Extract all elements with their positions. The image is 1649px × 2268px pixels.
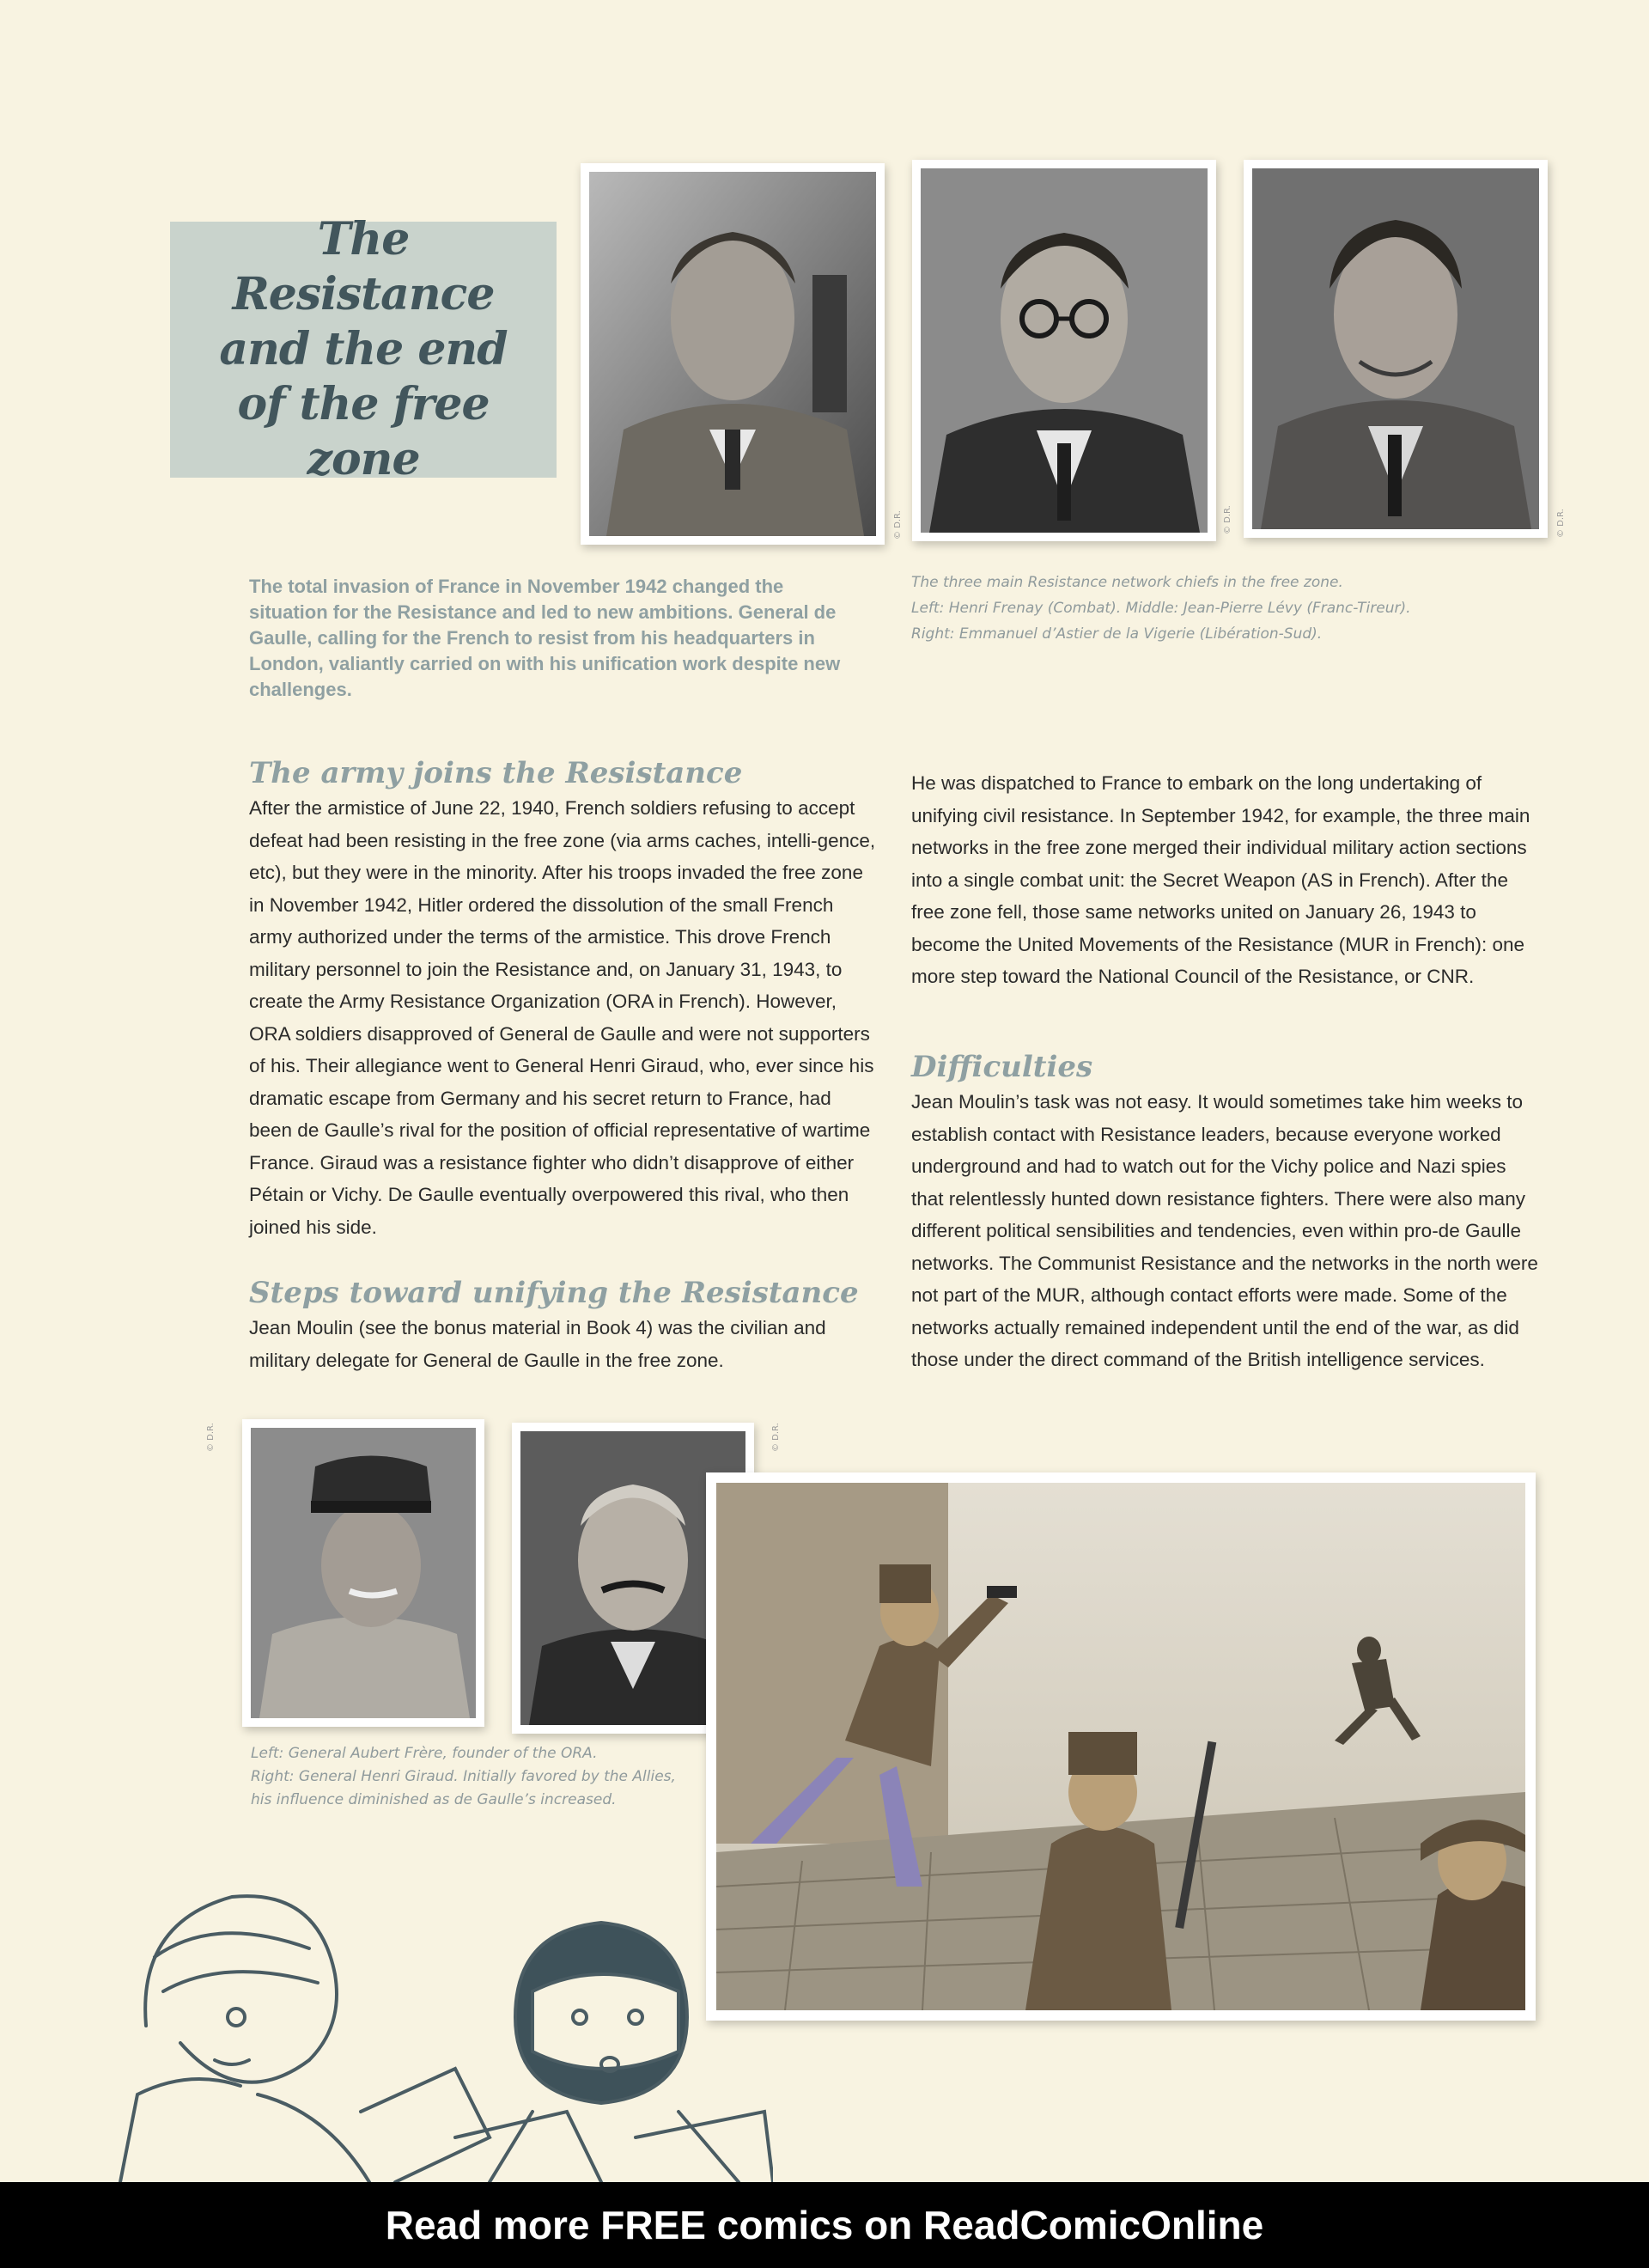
photo-credit: © D.R. [1556,509,1566,538]
section-steps-continued [911,767,1538,993]
section-text: After the armistice of June 22, 1940, French soldiers refusing to accept defeat had been resisting in the free zone (via arms caches, intelli-gence, etc), but they were in the minority. After his troops invaded the free zone in November 1942, Hitler ordered the dissolution of the small French army authorized under the terms of the armistice. This drove French military personnel to join the Resistance and, on January 31, 1943, to create the Army Resistance Organization (ORA in French). However, ORA soldiers disapproved of General de Gaulle and were not supporters of his. Their allegiance went to General Henri Giraud, who, ever since his dramatic escape from Germany and his secret return to France, had been de Gaulle’s rival for the position of official representative of wartime France. Giraud was a resistance fighter who didn’t disapprove of either Pétain or Vichy. De Gaulle eventually overpowered this rival, who then joined his side. [249,797,876,1238]
section-text: He was dispatched to France to embark on the long undertaking of unifying civil resistance. In September 1942, for example, the three main networks in the free zone merged their individual military action sections into a single combat unit: the Secret Weapon (AS in French). After the free zone fell, those same networks united on January 26, 1943 to become the United Movements of the Resistance (MUR in French): one more step toward the National Council of the Resistance, or CNR. [911,772,1530,987]
photo-emmanuel-d-astier [1244,160,1548,538]
section-text: Jean Moulin (see the bonus material in Book 4) was the civilian and military delegate for General de Gaulle in the free zone. [249,1317,826,1371]
caption-line: Left: Henri Frenay (Combat). Middle: Jean-Pierre Lévy (Franc-Tireur). [911,600,1411,617]
section-army [249,756,876,1243]
caption-line: Right: General Henri Giraud. Initially favored by the Allies, [251,1768,676,1785]
section-title: Steps toward unifying the Resistance [249,1276,859,1310]
read-more-banner[interactable] [0,2182,1649,2268]
photo-henri-frenay [581,163,885,545]
section-text: Jean Moulin’s task was not easy. It would sometimes take him weeks to establish contact with Resistance leaders, because everyone worked underground and had to watch out for the Vichy police and Nazi spies that relentlessly hunted down resistance fighters. There were also many different political sensibilities and tendencies, even within pro-de Gaulle networks. The Communist Resistance and the networks in the north were not part of the MUR, although contact efforts were made. Some of the networks actually remained independent until the end of the war, as did those under the direct command of the British intelligence services. [911,1091,1538,1370]
caption-line: The three main Resistance network chiefs in the free zone. [911,574,1343,591]
caption-line: his influence diminished as de Gaulle’s increased. [251,1791,617,1808]
photo-aubert-frere [242,1419,484,1727]
photo-credit: © D.R. [771,1423,781,1452]
section-title: Difficulties [911,1050,1093,1084]
comic-illustration-soldiers [706,1472,1536,2021]
photo-jean-pierre-levy [912,160,1216,541]
photo-credit: © D.R. [893,510,903,540]
bottom-photo-caption [251,1742,732,1812]
photo-credit: © D.R. [206,1423,216,1452]
caption-line: Left: General Aubert Frère, founder of the ORA. [251,1745,598,1762]
page-title: The Resistance and the end of the free zone [219,213,508,485]
intro-paragraph: The total invasion of France in November 1942 changed the situation for the Resistance and led to new ambitions. General de Gaulle, calling for the French to resist from his headquarters in London, valiantly carried on with his unification work despite new challenges. [249,576,841,700]
top-photo-caption [911,570,1564,647]
section-title: The army joins the Resistance [249,756,743,790]
section-steps [249,1276,876,1376]
sketch-characters-illustration [86,1854,773,2182]
banner-text[interactable]: Read more FREE comics on ReadComicOnline [385,2203,1264,2247]
photo-credit: © D.R. [1223,505,1232,534]
title-box [170,213,557,485]
section-difficulties [911,1050,1538,1376]
caption-line: Right: Emmanuel d’Astier de la Vigerie (Libération-Sud). [911,625,1323,643]
